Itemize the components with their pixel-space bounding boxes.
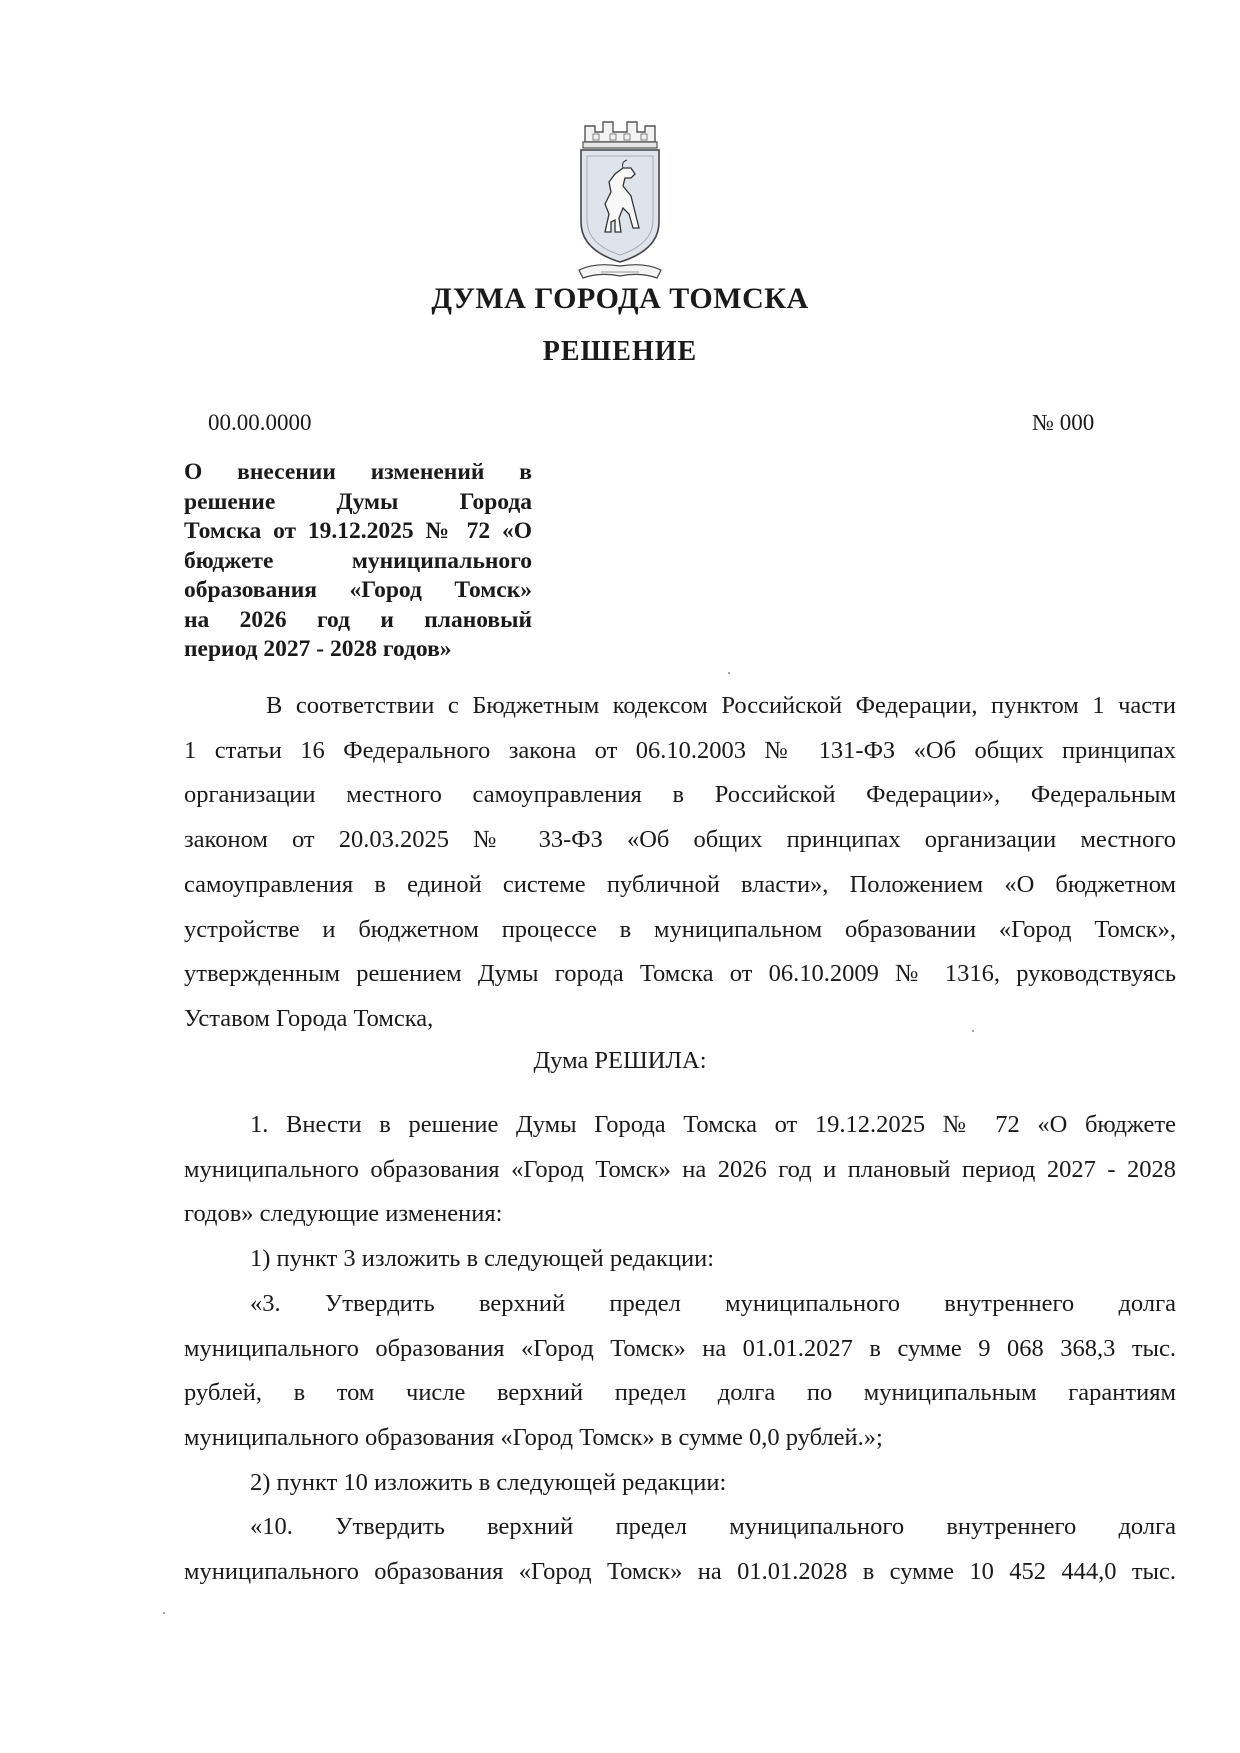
body-line: годов» следующие изменения: <box>184 1200 503 1228</box>
scan-speck <box>163 1612 165 1614</box>
document-subject <box>184 458 532 665</box>
subject-line: на 2026 год и плановый <box>184 606 532 633</box>
subject-line: бюджете муниципального <box>184 547 532 574</box>
organization-title: ДУМА ГОРОДА ТОМСКА <box>431 282 809 315</box>
tomsk-coat-of-arms-icon <box>565 112 675 288</box>
preamble-line: устройстве и бюджетном процессе в муниципальном образовании «Город Томск», <box>184 915 1176 943</box>
preamble-line: самоуправления в единой системе публичной власти», Положением «О бюджетном <box>184 870 1176 898</box>
document-type-heading: РЕШЕНИЕ <box>542 336 698 367</box>
scan-speck <box>972 1030 974 1032</box>
body-line: 1) пункт 3 изложить в следующей редакции: <box>250 1245 715 1273</box>
scan-speck <box>728 672 730 674</box>
subject-line: период 2027 - 2028 годов» <box>184 636 452 662</box>
preamble-line: утвержденным решением Думы города Томска от 06.10.2009 № 1316, руководствуясь <box>184 960 1176 988</box>
body-line: «10. Утвердить верхний предел муниципального внутреннего долга <box>250 1513 1176 1541</box>
subject-line: образования «Город Томск» <box>184 577 532 603</box>
body-line: муниципального образования «Город Томск» в сумме 0,0 рублей.»; <box>184 1423 883 1451</box>
subject-line: Томска от 19.12.2025 № 72 «О <box>184 518 532 544</box>
body-line: «3. Утвердить верхний предел муниципального внутреннего долга <box>250 1289 1176 1317</box>
preamble-paragraph <box>184 684 1176 1042</box>
resolve-heading: Дума РЕШИЛА: <box>533 1047 707 1074</box>
body-line: муниципального образования «Город Томск» на 2026 год и плановый период 2027 - 2028 <box>184 1155 1176 1183</box>
subject-line: решение Думы Города <box>184 488 532 515</box>
preamble-line: организации местного самоуправления в Российской Федерации», Федеральным <box>184 781 1176 809</box>
document-date: 00.00.0000 <box>208 410 312 435</box>
preamble-line: В соответствии с Бюджетным кодексом Российской Федерации, пунктом 1 части <box>266 692 1176 719</box>
body-line: 1. Внести в решение Думы Города Томска от 19.12.2025 № 72 «О бюджете <box>250 1111 1176 1138</box>
body-line: муниципального образования «Город Томск» на 01.01.2027 в сумме 9 068 368,3 тыс. <box>184 1334 1176 1362</box>
body-line: рублей, в том числе верхний предел долга по муниципальным гарантиям <box>184 1379 1176 1407</box>
document-number: № 000 <box>1032 410 1095 435</box>
body-line: 2) пункт 10 изложить в следующей редакции: <box>250 1468 727 1496</box>
resolution-body <box>184 1103 1176 1595</box>
body-line: муниципального образования «Город Томск» на 01.01.2028 в сумме 10 452 444,0 тыс. <box>184 1558 1176 1586</box>
preamble-line: Уставом Города Томска, <box>184 1004 434 1032</box>
subject-line: О внесении изменений в <box>184 459 532 485</box>
preamble-line: законом от 20.03.2025 № 33-ФЗ «Об общих принципах организации местного <box>184 826 1176 854</box>
preamble-line: 1 статьи 16 Федерального закона от 06.10.2003 № 131-ФЗ «Об общих принципах <box>184 736 1176 764</box>
